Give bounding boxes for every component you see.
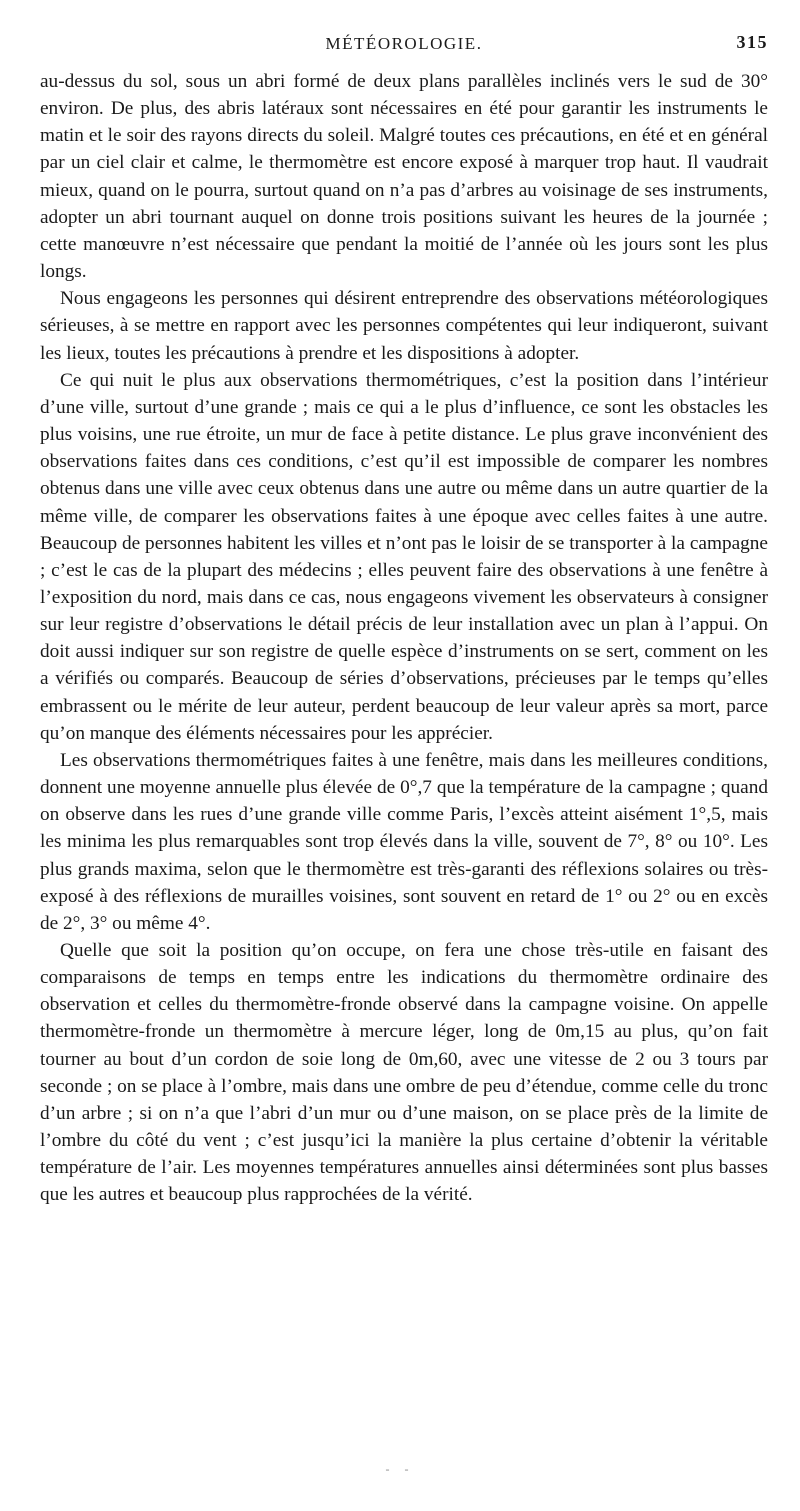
page-foot-marks: - - (385, 1462, 415, 1476)
running-head (40, 30, 768, 60)
running-title: MÉTÉOROLOGIE. (325, 34, 483, 53)
paragraph: Les observations thermométriques faites à une fenêtre, mais dans les meilleures conditions, donnent une moyenne annuelle plus élevée de 0°,7 que la température de la campagne ; quand on observe dans les rues d’une grande ville comme Paris, l’excès atteint aisément 1°,5, mais les minima les plus remarquables sont trop élevés dans la ville, souvent de 7°, 8° ou 10°. Les plus grands maxima, selon que le thermomètre est très-garanti des réflexions solaires ou très-exposé à des réflexions de murailles voisines, sont souvent en retard de 1° ou 2° ou en excès de 2°, 3° ou même 4°. (40, 749, 768, 934)
paragraph: au-dessus du sol, sous un abri formé de deux plans parallèles inclinés vers le sud de 30° environ. De plus, des abris latéraux sont nécessaires en été pour garantir les instruments le matin et le soir des rayons directs du soleil. Malgré toutes ces précautions, en été et en général par un ciel clair et calme, le thermomètre est encore exposé à marquer trop haut. Il vaudrait mieux, quand on le pourra, surtout quand on n’a pas d’arbres au voisinage de ses instruments, adopter un abri tournant auquel on donne trois positions suivant les heures de la journée ; cette manœuvre n’est nécessaire que pendant la moitié de l’année où les jours sont les plus longs. (40, 71, 768, 283)
paragraph: Quelle que soit la position qu’on occupe, on fera une chose très-utile en faisant des comparaisons de temps en temps entre les indications du thermomètre ordinaire des observation et celles du thermomètre-fronde observé dans la campagne voisine. On appelle thermomètre-fronde un thermomètre à mercure léger, long de 0m,15 au plus, qu’on fait tourner au bout d’un cordon de soie long de 0m,60, avec une vitesse de 2 ou 3 tours par seconde ; on se place à l’ombre, mais dans une ombre de peu d’étendue, comme celle du tronc d’un arbre ; si on n’a que l’abri d’un mur ou d’une maison, on se place près de la limite de l’ombre du côté du vent ; c’est jusqu’ici la manière la plus certaine d’obtenir la véritable température de l’air. Les moyennes températures annuelles ainsi déterminées sont plus basses que les autres et beaucoup plus rapprochées de la vérité. (40, 940, 768, 1206)
book-page (40, 30, 768, 1209)
page-number: 315 (736, 32, 768, 52)
paragraph: Nous engageons les personnes qui désirent entreprendre des observations météorologiques sérieuses, à se mettre en rapport avec les personnes compétentes qui leur indiqueront, suivant les lieux, toutes les précautions à prendre et les dispositions à adopter. (40, 288, 768, 364)
paragraph: Ce qui nuit le plus aux observations thermométriques, c’est la position dans l’intérieur d’une ville, surtout d’une grande ; mais ce qui a le plus d’influence, ce sont les obstacles les plus voisins, une rue étroite, un mur de face à petite distance. Le plus grave inconvénient des observations faites dans ces conditions, c’est qu’il est impossible de comparer les nombres obtenus dans une ville avec ceux obtenus dans une autre ou même dans un autre quartier de la même ville, de comparer les observations faites à une époque avec celles faites à une autre. Beaucoup de personnes habitent les villes et n’ont pas le loisir de se transporter à la campagne ; c’est le cas de la plupart des médecins ; elles peuvent faire des observations à une fenêtre à l’exposition du nord, mais dans ce cas, nous engageons vivement les observateurs à consigner sur leur registre d’observations le détail précis de leur installation avec un plan à l’appui. On doit aussi indiquer sur son registre de quelle espèce d’instruments on se sert, comment on les a vérifiés ou comparés. Beaucoup de séries d’observations, précieuses par le temps qu’elles embrassent ou le mérite de leur auteur, perdent beaucoup de leur valeur après sa mort, parce qu’on manque des éléments nécessaires pour les apprécier. (40, 369, 768, 744)
body-text (40, 68, 768, 1209)
